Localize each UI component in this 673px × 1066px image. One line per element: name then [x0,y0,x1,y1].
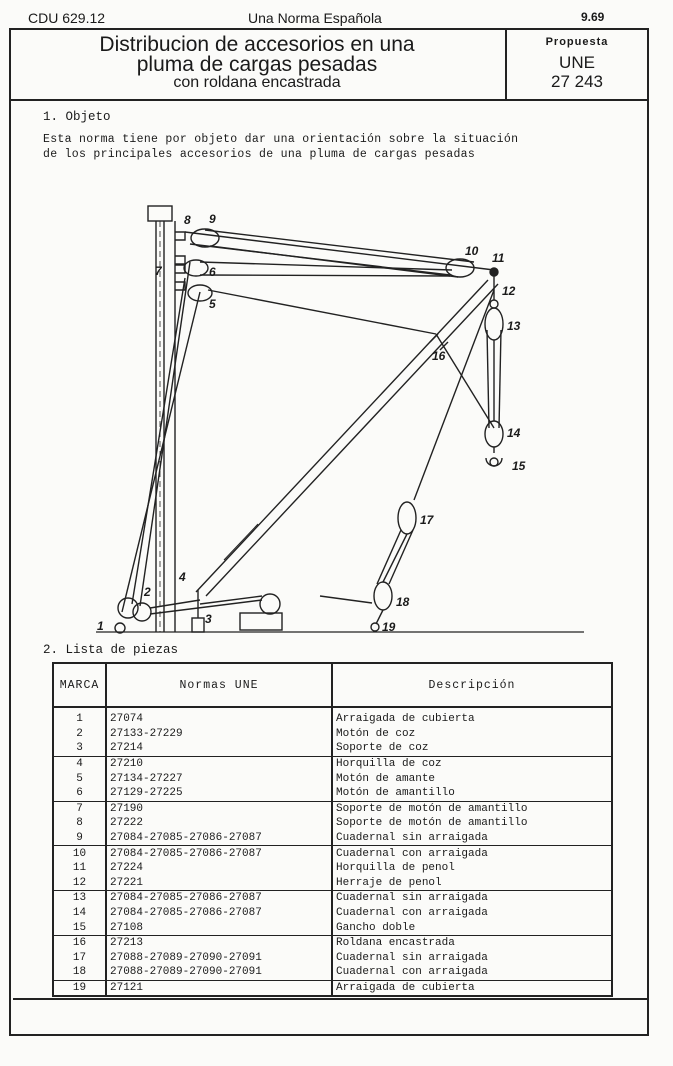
table-row [53,906,612,921]
proposal-number: 27 243 [551,72,603,91]
cell-descripcion: Motón de amantillo [332,786,612,801]
footer-divider [13,998,649,1000]
cell-descripcion: Cuadernal con arraigada [332,906,612,921]
header-normas: Normas UNE [106,663,332,707]
label-11: 11 [492,251,505,265]
proposal-label: Propuesta [545,36,609,48]
cell-descripcion: Arraigada de cubierta [332,707,612,727]
table-row [53,707,612,727]
cell-normas: 27210 [106,756,332,771]
cell-marca: 2 [53,727,106,742]
label-16: 16 [432,349,446,363]
label-18: 18 [396,595,410,609]
cell-marca: 14 [53,906,106,921]
label-6: 6 [209,265,216,279]
label-7: 7 [155,264,162,278]
cell-normas: 27214 [106,741,332,756]
cell-marca: 1 [53,707,106,727]
label-13: 13 [507,319,521,333]
title-line-1: Distribucion de accesorios en una [99,33,415,56]
label-9: 9 [209,212,216,226]
cell-marca: 15 [53,920,106,935]
cell-marca: 19 [53,980,106,996]
table-row [53,801,612,816]
label-5: 5 [209,297,216,311]
cell-descripcion: Motón de amante [332,771,612,786]
cell-normas: 27224 [106,861,332,876]
label-19: 19 [382,620,396,634]
cell-descripcion: Soporte de coz [332,741,612,756]
cell-descripcion: Cuadernal sin arraigada [332,831,612,846]
table-row [53,846,612,861]
table-row [53,771,612,786]
cell-normas: 27108 [106,920,332,935]
cell-marca: 3 [53,741,106,756]
label-1: 1 [97,619,104,633]
table-row [53,951,612,966]
cell-descripcion: Soporte de motón de amantillo [332,816,612,831]
header-descripcion: Descripción [332,663,612,707]
label-4: 4 [179,570,186,584]
cell-descripcion: Arraigada de cubierta [332,980,612,996]
cell-normas: 27088-27089-27090-27091 [106,965,332,980]
section-1-text-line-2: de los principales accesorios de una pluma de cargas pesadas [43,148,476,161]
cell-descripcion: Horquilla de penol [332,861,612,876]
label-10: 10 [465,244,479,258]
table-row [53,891,612,906]
section-1-text-line-1: Esta norma tiene por objeto dar una orientación sobre la situación [43,133,519,146]
table-row [53,876,612,891]
cell-descripcion: Motón de coz [332,727,612,742]
cell-descripcion: Cuadernal con arraigada [332,965,612,980]
norma-espanola: Una Norma Española [248,10,382,26]
parts-table-body [53,707,612,996]
table-row [53,861,612,876]
table-row [53,920,612,935]
cell-normas: 27121 [106,980,332,996]
cell-normas: 27084-27085-27086-27087 [106,846,332,861]
table-row [53,980,612,996]
cell-descripcion: Horquilla de coz [332,756,612,771]
table-row [53,756,612,771]
proposal-une: UNE [559,53,595,72]
cell-marca: 8 [53,816,106,831]
title-line-2: pluma de cargas pesadas [136,53,378,76]
cell-marca: 5 [53,771,106,786]
cell-marca: 17 [53,951,106,966]
cell-normas: 27088-27089-27090-27091 [106,951,332,966]
table-row [53,816,612,831]
parts-table [52,662,613,997]
cell-descripcion: Roldana encastrada [332,935,612,950]
cell-normas: 27129-27225 [106,786,332,801]
cell-normas: 27084-27085-27086-27087 [106,906,332,921]
table-header-row [53,663,612,707]
date: 9.69 [581,10,605,24]
header-marca: MARCA [53,663,106,707]
cell-descripcion: Soporte de motón de amantillo [332,801,612,816]
cell-descripcion: Cuadernal con arraigada [332,846,612,861]
table-row [53,727,612,742]
table-row [53,741,612,756]
cell-marca: 11 [53,861,106,876]
cell-normas: 27222 [106,816,332,831]
cell-normas: 27084-27085-27086-27087 [106,891,332,906]
label-14: 14 [507,426,521,440]
cell-marca: 7 [53,801,106,816]
table-row [53,786,612,801]
cell-descripcion: Cuadernal sin arraigada [332,951,612,966]
cell-normas: 27221 [106,876,332,891]
cell-marca: 16 [53,935,106,950]
cell-normas: 27084-27085-27086-27087 [106,831,332,846]
cell-normas: 27134-27227 [106,771,332,786]
cell-marca: 18 [53,965,106,980]
cell-normas: 27213 [106,935,332,950]
label-2: 2 [144,585,151,599]
label-15: 15 [512,459,526,473]
cell-marca: 10 [53,846,106,861]
cdu-code: CDU 629.12 [28,10,106,26]
cell-descripcion: Herraje de penol [332,876,612,891]
cell-marca: 13 [53,891,106,906]
section-1-heading: 1. Objeto [43,110,111,124]
label-17: 17 [420,513,434,527]
table-row [53,935,612,950]
table-row [53,965,612,980]
cell-normas: 27133-27229 [106,727,332,742]
cell-marca: 9 [53,831,106,846]
cell-descripcion: Cuadernal sin arraigada [332,891,612,906]
cell-normas: 27074 [106,707,332,727]
cell-marca: 6 [53,786,106,801]
table-row [53,831,612,846]
section-2-heading: 2. Lista de piezas [43,643,179,657]
label-12: 12 [502,284,516,298]
cell-normas: 27190 [106,801,332,816]
cell-marca: 4 [53,756,106,771]
label-3: 3 [205,612,212,626]
cell-descripcion: Gancho doble [332,920,612,935]
title-line-3: con roldana encastrada [173,74,341,91]
label-8: 8 [184,213,191,227]
cell-marca: 12 [53,876,106,891]
